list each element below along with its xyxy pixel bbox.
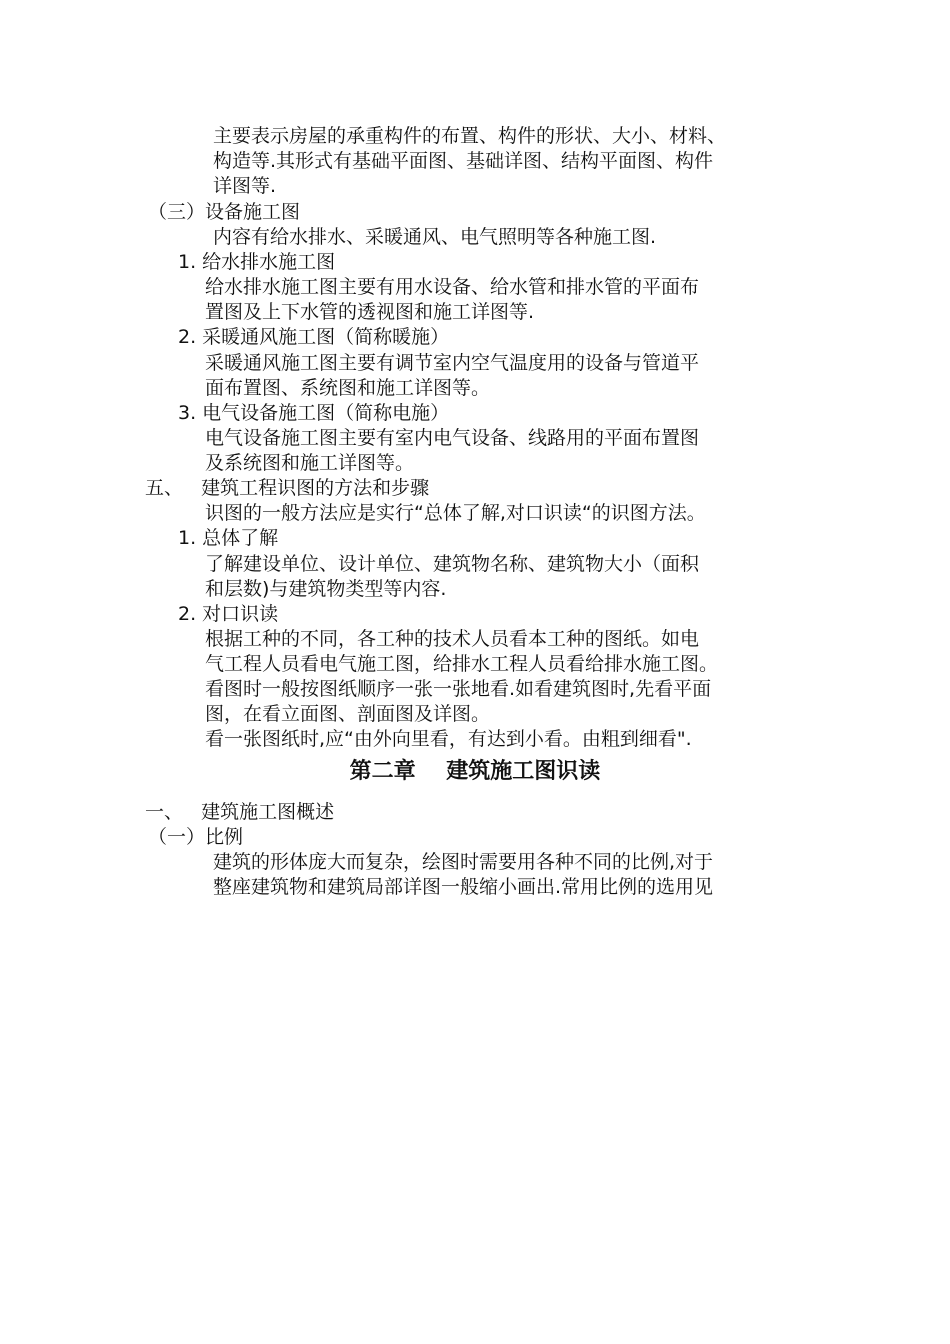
paragraph-line: 详图等. (213, 175, 277, 197)
list-item-heading: 1. 给水排水施工图 (178, 251, 336, 273)
paragraph-line: 电气设备施工图主要有室内电气设备、线路用的平面布置图 (205, 427, 700, 449)
section-heading: 五、 建筑工程识图的方法和步骤 (145, 477, 430, 499)
chapter-title: 第二章 建筑施工图识读 (349, 759, 601, 784)
section-heading: （一）比例 (148, 826, 244, 848)
paragraph-line: 给水排水施工图主要有用水设备、给水管和排水管的平面布 (205, 276, 700, 298)
paragraph-line: 看图时一般按图纸顺序一张一张地看.如看建筑图时,先看平面 (205, 678, 712, 700)
list-item-heading: 1. 总体了解 (178, 527, 279, 549)
paragraph-line: 和层数)与建筑物类型等内容. (205, 578, 447, 600)
paragraph-line: 气工程人员看电气施工图，给排水工程人员看给排水施工图。 (205, 653, 719, 675)
paragraph-line: 及系统图和施工详图等。 (205, 452, 415, 474)
paragraph-line: 主要表示房屋的承重构件的布置、构件的形状、大小、材料、 (213, 125, 727, 147)
list-item-heading: 2. 对口识读 (178, 603, 279, 625)
paragraph-line: 内容有给水排水、采暖通风、电气照明等各种施工图. (213, 226, 657, 248)
paragraph-line: 构造等.其形式有基础平面图、基础详图、结构平面图、构件 (213, 150, 714, 172)
section-heading: 一、 建筑施工图概述 (145, 801, 335, 823)
paragraph-line: 整座建筑物和建筑局部详图一般缩小画出.常用比例的选用见 (213, 876, 714, 898)
paragraph-line: 建筑的形体庞大而复杂，绘图时需要用各种不同的比例,对于 (213, 851, 714, 873)
list-item-heading: 2. 采暖通风施工图（简称暖施） (178, 326, 450, 348)
paragraph-line: 看一张图纸时,应“由外向里看，有达到小看。由粗到细看". (205, 728, 692, 750)
paragraph-line: 了解建设单位、设计单位、建筑物名称、建筑物大小（面积 (205, 553, 700, 575)
section-heading: （三）设备施工图 (148, 201, 301, 223)
paragraph-line: 采暖通风施工图主要有调节室内空气温度用的设备与管道平 (205, 352, 700, 374)
paragraph-line: 置图及上下水管的透视图和施工详图等. (205, 301, 535, 323)
paragraph-line: 图，在看立面图、剖面图及详图。 (205, 703, 491, 725)
paragraph-line: 识图的一般方法应是实行“总体了解,对口识读“的识图方法。 (205, 502, 706, 524)
paragraph-line: 面布置图、系统图和施工详图等。 (205, 377, 491, 399)
paragraph-line: 根据工种的不同，各工种的技术人员看本工种的图纸。如电 (205, 628, 700, 650)
list-item-heading: 3. 电气设备施工图（简称电施） (178, 402, 450, 424)
